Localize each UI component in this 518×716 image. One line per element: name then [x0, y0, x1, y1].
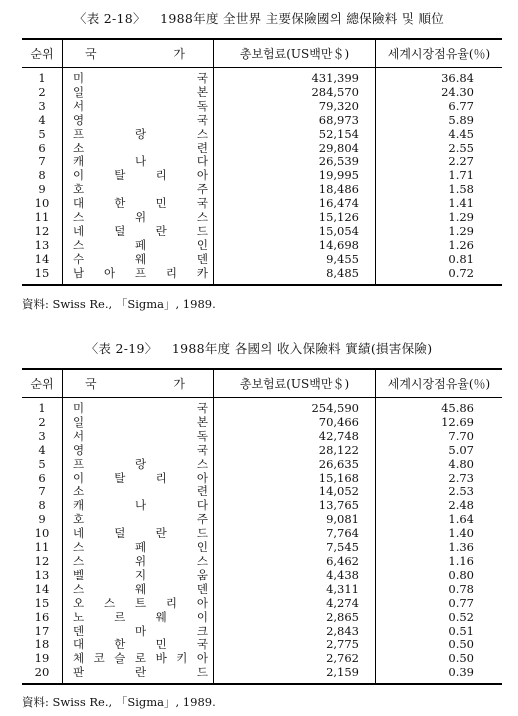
- premium-cell: 8,485: [214, 267, 376, 285]
- table-row: [22, 555, 502, 569]
- country-cell: [63, 472, 214, 486]
- premium-cell: 26,539: [214, 155, 376, 169]
- premium-cell: 254,590: [214, 398, 376, 416]
- rank-cell: 16: [34, 609, 50, 624]
- share-cell: 1.29: [376, 211, 503, 225]
- country-name: 오 스 트 리 아: [73, 595, 208, 610]
- share-cell: 2.48: [376, 499, 503, 513]
- country-cell: [63, 155, 214, 169]
- rank-cell: 2: [38, 84, 46, 99]
- country-name: 서 독: [73, 428, 208, 443]
- rank-cell: 18: [34, 637, 50, 652]
- share-cell: 36.84: [376, 68, 503, 86]
- rank-cell: 5: [38, 456, 46, 471]
- country-name: 스 페 인: [73, 237, 208, 252]
- table2-header-premium: 총보험료(US백만＄): [214, 369, 376, 398]
- country-cell: [63, 583, 214, 597]
- rank-cell: 1: [38, 401, 46, 415]
- country-name: 일 본: [73, 84, 208, 99]
- country-name: 판 란 드: [73, 665, 208, 680]
- rank-cell: 12: [34, 553, 50, 568]
- table2-body: [22, 398, 502, 685]
- premium-cell: 19,995: [214, 169, 376, 183]
- country-cell: [63, 86, 214, 100]
- country-name: 스 페 인: [73, 540, 208, 555]
- share-cell: 0.78: [376, 583, 503, 597]
- table2-header-share: 세계시장점유율(％): [376, 369, 503, 398]
- table-row: [22, 638, 502, 652]
- country-cell: [63, 430, 214, 444]
- premium-cell: 68,973: [214, 114, 376, 128]
- rank-cell: 14: [34, 581, 50, 596]
- table-row: [22, 253, 502, 267]
- table-row: [22, 472, 502, 486]
- rank-cell: 11: [34, 540, 50, 555]
- table-row: [22, 100, 502, 114]
- premium-cell: 29,804: [214, 142, 376, 156]
- country-name: 미 국: [73, 71, 208, 85]
- table-row: [22, 267, 502, 285]
- country-cell: [63, 225, 214, 239]
- table2-caption-title: 1988年度 各國의 收入保險料 實績(損害保險): [171, 341, 433, 356]
- country-cell: [63, 398, 214, 416]
- rank-cell: 13: [34, 237, 50, 252]
- country-cell: [63, 68, 214, 86]
- rank-cell: 14: [34, 251, 50, 266]
- country-cell: [63, 169, 214, 183]
- share-cell: 2.53: [376, 485, 503, 499]
- rank-cell: 5: [38, 126, 46, 141]
- premium-cell: 7,764: [214, 527, 376, 541]
- premium-cell: 28,122: [214, 444, 376, 458]
- share-cell: 2.55: [376, 142, 503, 156]
- premium-cell: 14,698: [214, 239, 376, 253]
- country-cell: [63, 444, 214, 458]
- share-cell: 2.27: [376, 155, 503, 169]
- premium-cell: 4,311: [214, 583, 376, 597]
- share-cell: 1.26: [376, 239, 503, 253]
- country-cell: [63, 499, 214, 513]
- rank-cell: 15: [34, 595, 50, 610]
- table2-source: 資料: Swiss Re., 「Sigma」, 1989.: [22, 695, 216, 709]
- rank-cell: 13: [34, 567, 50, 582]
- premium-cell: 9,455: [214, 253, 376, 267]
- share-cell: 24.30: [376, 86, 503, 100]
- share-cell: 45.86: [376, 398, 503, 416]
- country-name: 네 덜 란 드: [73, 223, 208, 238]
- table-row: [22, 458, 502, 472]
- table2-header-row: [22, 369, 502, 398]
- table-row: [22, 430, 502, 444]
- table-row: [22, 652, 502, 666]
- share-cell: 0.51: [376, 625, 503, 639]
- country-name: 남 아 프 리 카: [73, 265, 208, 280]
- country-name: 일 본: [73, 414, 208, 429]
- table-row: [22, 239, 502, 253]
- country-name: 벨 지 움: [73, 567, 208, 582]
- country-cell: [63, 197, 214, 211]
- country-name: 캐 나 다: [73, 498, 208, 513]
- country-name: 프 랑 스: [73, 456, 208, 471]
- share-cell: 0.50: [376, 652, 503, 666]
- country-cell: [63, 597, 214, 611]
- table1-caption-number: 〈表 2-18〉: [73, 11, 146, 26]
- premium-cell: 70,466: [214, 416, 376, 430]
- table1-source: 資料: Swiss Re., 「Sigma」, 1989.: [22, 297, 216, 311]
- rank-cell: 6: [38, 470, 46, 485]
- share-cell: 0.72: [376, 267, 503, 285]
- table1: [22, 38, 502, 286]
- country-cell: [63, 611, 214, 625]
- table1-caption-title: 1988年度 全世界 主要保險國의 總保險料 및 順位: [160, 11, 445, 26]
- table-row: [22, 128, 502, 142]
- premium-cell: 15,054: [214, 225, 376, 239]
- rank-cell: 7: [38, 154, 46, 169]
- share-cell: 5.07: [376, 444, 503, 458]
- rank-cell: 6: [38, 140, 46, 155]
- share-cell: 1.41: [376, 197, 503, 211]
- table-row: [22, 611, 502, 625]
- share-cell: 1.29: [376, 225, 503, 239]
- table-row: [22, 444, 502, 458]
- table-row: [22, 68, 502, 86]
- table-row: [22, 485, 502, 499]
- rank-cell: 15: [34, 265, 50, 280]
- rank-cell: 11: [34, 210, 50, 225]
- premium-cell: 9,081: [214, 513, 376, 527]
- country-name: 미 국: [73, 401, 208, 415]
- premium-cell: 7,545: [214, 541, 376, 555]
- rank-cell: 17: [34, 623, 50, 638]
- share-cell: 12.69: [376, 416, 503, 430]
- country-cell: [63, 485, 214, 499]
- premium-cell: 79,320: [214, 100, 376, 114]
- share-cell: 6.77: [376, 100, 503, 114]
- table2-header-country: [63, 369, 214, 398]
- share-cell: 4.45: [376, 128, 503, 142]
- country-cell: [63, 142, 214, 156]
- premium-cell: 2,865: [214, 611, 376, 625]
- rank-cell: 4: [38, 442, 46, 457]
- rank-cell: 8: [38, 168, 46, 183]
- country-name: 대 한 민 국: [73, 196, 208, 211]
- rank-cell: 10: [34, 526, 50, 541]
- share-cell: 0.80: [376, 569, 503, 583]
- country-cell: [63, 416, 214, 430]
- country-name: 영 국: [73, 112, 208, 127]
- country-name: 노 르 웨 이: [73, 609, 208, 624]
- country-cell: [63, 128, 214, 142]
- country-name: 영 국: [73, 442, 208, 457]
- share-cell: 0.39: [376, 666, 503, 684]
- table2-header-country-b: 가: [173, 377, 185, 391]
- table2-caption-number: 〈表 2-19〉: [85, 341, 158, 356]
- table-row: [22, 114, 502, 128]
- country-cell: [63, 638, 214, 652]
- rank-cell: 9: [38, 512, 46, 527]
- table1-header-country-b: 가: [173, 47, 185, 61]
- premium-cell: 2,159: [214, 666, 376, 684]
- premium-cell: 4,274: [214, 597, 376, 611]
- share-cell: 1.36: [376, 541, 503, 555]
- premium-cell: 15,126: [214, 211, 376, 225]
- table-row: [22, 625, 502, 639]
- country-name: 소 련: [73, 140, 208, 155]
- country-cell: [63, 569, 214, 583]
- rank-cell: 3: [38, 98, 46, 113]
- country-name: 체 코 슬 로 바 키 아: [73, 651, 208, 666]
- table-row: [22, 416, 502, 430]
- share-cell: 0.77: [376, 597, 503, 611]
- share-cell: 7.70: [376, 430, 503, 444]
- table2-header-rank: 순위: [22, 369, 63, 398]
- country-cell: [63, 211, 214, 225]
- country-name: 스 위 스: [73, 210, 208, 225]
- rank-cell: 1: [38, 71, 46, 85]
- share-cell: 1.16: [376, 555, 503, 569]
- rank-cell: 9: [38, 182, 46, 197]
- premium-cell: 42,748: [214, 430, 376, 444]
- premium-cell: 2,843: [214, 625, 376, 639]
- premium-cell: 18,486: [214, 183, 376, 197]
- country-name: 호 주: [73, 182, 208, 197]
- country-cell: [63, 513, 214, 527]
- table-row: [22, 541, 502, 555]
- table-row: [22, 197, 502, 211]
- table-row: [22, 211, 502, 225]
- table-row: [22, 499, 502, 513]
- rank-cell: 3: [38, 428, 46, 443]
- share-cell: 4.80: [376, 458, 503, 472]
- country-cell: [63, 527, 214, 541]
- table-row: [22, 225, 502, 239]
- share-cell: 0.81: [376, 253, 503, 267]
- premium-cell: 16,474: [214, 197, 376, 211]
- table-row: [22, 86, 502, 100]
- share-cell: 2.73: [376, 472, 503, 486]
- country-cell: [63, 625, 214, 639]
- share-cell: 1.58: [376, 183, 503, 197]
- table2-header-country-a: 국: [85, 377, 97, 391]
- country-name: 서 독: [73, 98, 208, 113]
- share-cell: 5.89: [376, 114, 503, 128]
- table1-header-row: [22, 39, 502, 68]
- premium-cell: 26,635: [214, 458, 376, 472]
- country-cell: [63, 541, 214, 555]
- rank-cell: 7: [38, 484, 46, 499]
- table-row: [22, 513, 502, 527]
- table-row: [22, 398, 502, 416]
- country-name: 이 탈 리 아: [73, 470, 208, 485]
- premium-cell: 2,775: [214, 638, 376, 652]
- rank-cell: 4: [38, 112, 46, 127]
- share-cell: 1.71: [376, 169, 503, 183]
- country-name: 프 랑 스: [73, 126, 208, 141]
- premium-cell: 4,438: [214, 569, 376, 583]
- table2-caption: [0, 339, 518, 357]
- table1-header-rank: 순위: [22, 39, 63, 68]
- table-row: [22, 527, 502, 541]
- country-name: 호 주: [73, 512, 208, 527]
- table-row: [22, 597, 502, 611]
- country-name: 이 탈 리 아: [73, 168, 208, 183]
- country-cell: [63, 267, 214, 285]
- rank-cell: 19: [34, 651, 50, 666]
- share-cell: 0.50: [376, 638, 503, 652]
- rank-cell: 10: [34, 196, 50, 211]
- premium-cell: 13,765: [214, 499, 376, 513]
- country-name: 캐 나 다: [73, 154, 208, 169]
- country-name: 덴 마 크: [73, 623, 208, 638]
- country-name: 대 한 민 국: [73, 637, 208, 652]
- country-cell: [63, 666, 214, 684]
- table-row: [22, 569, 502, 583]
- country-name: 소 련: [73, 484, 208, 499]
- country-name: 수 웨 덴: [73, 251, 208, 266]
- table-row: [22, 583, 502, 597]
- premium-cell: 431,399: [214, 68, 376, 86]
- table2: [22, 368, 502, 685]
- share-cell: 0.52: [376, 611, 503, 625]
- share-cell: 1.40: [376, 527, 503, 541]
- country-name: 네 덜 란 드: [73, 526, 208, 541]
- table1-header-premium: 총보험료(US백만＄): [214, 39, 376, 68]
- country-cell: [63, 239, 214, 253]
- premium-cell: 2,762: [214, 652, 376, 666]
- country-cell: [63, 458, 214, 472]
- table1-header-share: 세계시장점유율(％): [376, 39, 503, 68]
- premium-cell: 15,168: [214, 472, 376, 486]
- table1-body: [22, 68, 502, 285]
- country-cell: [63, 100, 214, 114]
- premium-cell: 14,052: [214, 485, 376, 499]
- country-name: 스 위 스: [73, 553, 208, 568]
- country-cell: [63, 253, 214, 267]
- table-row: [22, 155, 502, 169]
- country-cell: [63, 652, 214, 666]
- rank-cell: 8: [38, 498, 46, 513]
- rank-cell: 12: [34, 223, 50, 238]
- table-row: [22, 183, 502, 197]
- rank-cell: 20: [34, 665, 50, 680]
- share-cell: 1.64: [376, 513, 503, 527]
- table-row: [22, 666, 502, 684]
- table1-header-country-a: 국: [85, 47, 97, 61]
- table-row: [22, 142, 502, 156]
- country-cell: [63, 555, 214, 569]
- table1-caption: [0, 9, 518, 27]
- country-cell: [63, 183, 214, 197]
- table1-header-country: [63, 39, 214, 68]
- premium-cell: 6,462: [214, 555, 376, 569]
- table-row: [22, 169, 502, 183]
- country-cell: [63, 114, 214, 128]
- premium-cell: 52,154: [214, 128, 376, 142]
- rank-cell: 2: [38, 414, 46, 429]
- premium-cell: 284,570: [214, 86, 376, 100]
- country-name: 스 웨 덴: [73, 581, 208, 596]
